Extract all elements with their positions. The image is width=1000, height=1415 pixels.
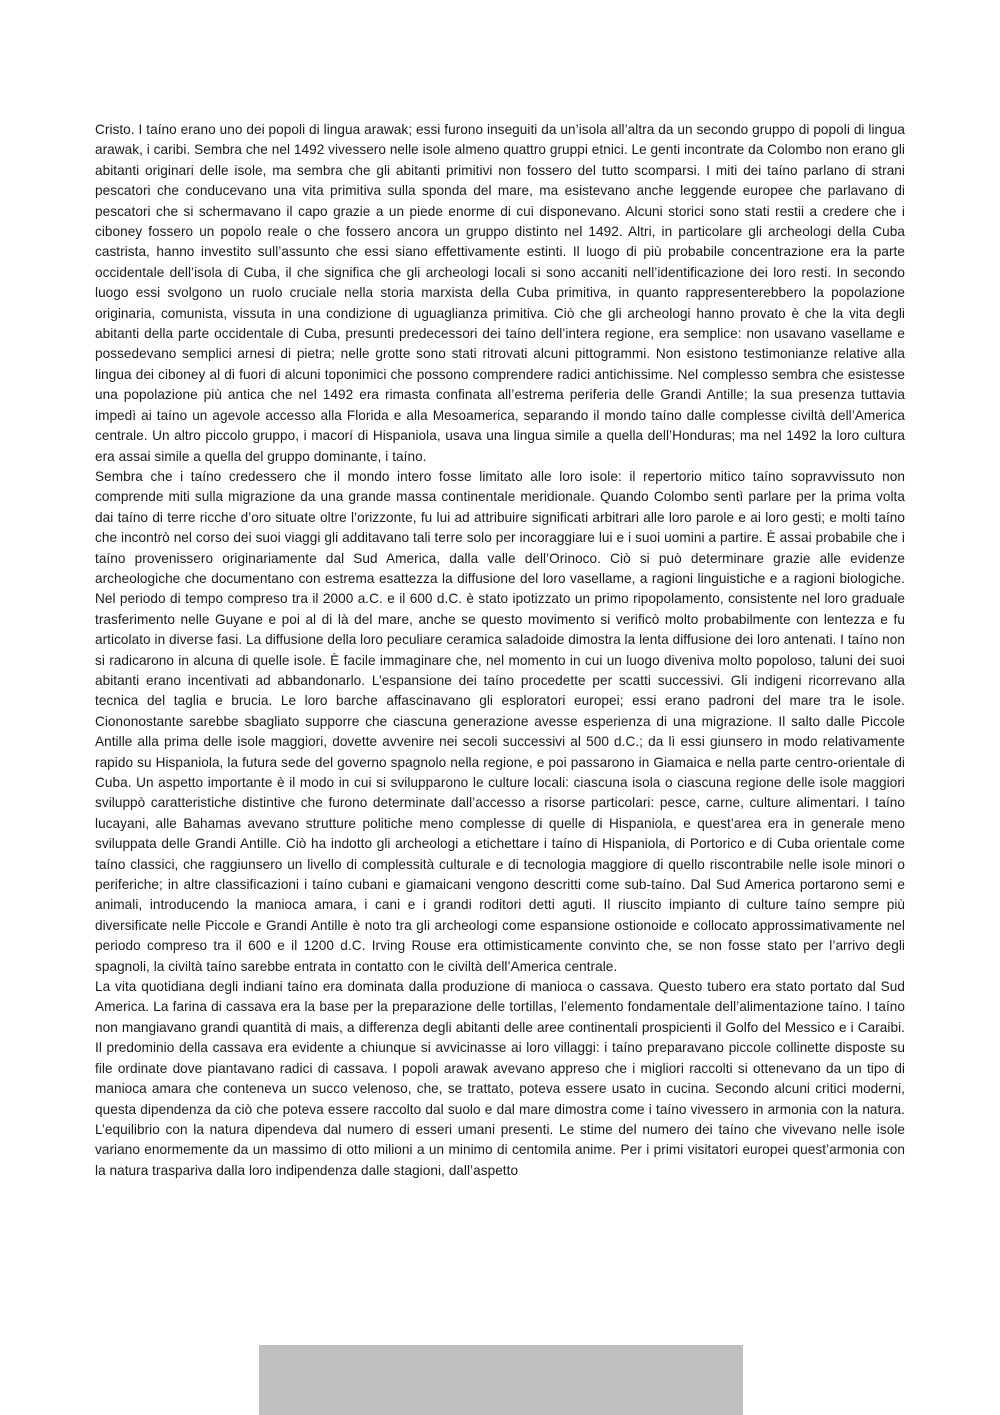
footer-placeholder-box xyxy=(259,1345,743,1415)
paragraph: Cristo. I taíno erano uno dei popoli di lingua arawak; essi furono inseguiti da un’isola all’altra da un secondo gruppo di popoli di lingua arawak, i caribi. Sembra che nel 1492 vivessero nelle isole almeno quattro gruppi etnici. Le genti incontrate da Colombo non erano gli abitanti originari delle isole, ma sembra che gli abitanti primitivi non fossero del tutto scomparsi. I miti dei taíno parlano di strani pescatori che conducevano una vita primitiva sulla sponda del mare, ma esistevano anche leggende europee che parlavano di pescatori che si schermavano il capo grazie a un piede enorme di cui disponevano. Alcuni storici sono stati restii a credere che i ciboney fossero un popolo reale o che fossero ancora un gruppo distinto nel 1492. Altri, in particolare gli archeologi della Cuba castrista, hanno investito sull’assunto che essi siano effettivamente estinti. Il luogo di più probabile concentrazione era la parte occidentale dell’isola di Cuba, il che significa che gli archeologi locali si sono accaniti nell’identificazione dei loro resti. In secondo luogo essi svolgono un ruolo cruciale nella storia marxista della Cuba primitiva, in quanto rappresenterebbero la popolazione originaria, comunista, vissuta in una condizione di uguaglianza primitiva. Ciò che gli archeologi hanno provato è che la vita degli abitanti della parte occidentale di Cuba, presunti predecessori dei taíno dell’intera regione, era semplice: non usavano vasellame e possedevano semplici arnesi di pietra; nelle grotte sono stati ritrovati alcuni pittogrammi. Non esistono testimonianze relative alla lingua dei ciboney al di fuori di alcuni toponimici che possono comprendere radici antichissime. Nel complesso sembra che esistesse una popolazione più antica che nel 1492 era rimasta confinata all’estrema periferia delle Grandi Antille; la sua presenza tuttavia impedì ai taíno un agevole accesso alla Florida e alla Mesoamerica, separando il mondo taíno dalle complesse civiltà dell’America centrale. Un altro piccolo gruppo, i macorí di Hispaniola, usava una lingua simile a quella dell’Honduras; ma nel 1492 la loro cultura era assai simile a quella del gruppo dominante, i taíno. xyxy=(95,122,905,464)
paragraph: La vita quotidiana degli indiani taíno era dominata dalla produzione di manioca o cassava. Questo tubero era stato portato dal Sud America. La farina di cassava era la base per la preparazione delle tortillas, l’elemento fondamentale dell’alimentazione taíno. I taíno non mangiavano grandi quantità di mais, a differenza degli abitanti delle aree continentali prospicienti il Golfo del Messico e i Caraibi. Il predominio della cassava era evidente a chiunque si avvicinasse ai loro villaggi: i taíno preparavano piccole collinette disposte su file ordinate dove piantavano radici di cassava. I popoli arawak avevano appreso che i migliori raccolti si ottenevano da un tipo di manioca amara che conteneva un succo velenoso, che, se trattato, poteva essere usato in cucina. Secondo alcuni critici moderni, questa dipendenza da ciò che poteva essere raccolto dal suolo e dal mare dimostra come i taíno vivessero in armonia con la natura. L’equilibrio con la natura dipendeva dal numero di esseri umani presenti. Le stime del numero dei taíno che vivevano nelle isole variano enormemente da un massimo di otto milioni a un minimo di centomila anime. Per i primi visitatori europei quest’armonia con la natura traspariva dalla loro indipendenza dalle stagioni, dall’aspetto xyxy=(95,979,905,1178)
paragraph: Sembra che i taíno credessero che il mondo intero fosse limitato alle loro isole: il repertorio mitico taíno sopravvissuto non comprende miti sulla migrazione da una grande massa continentale meridionale. Quando Colombo sentì parlare per la prima volta dai taíno di terre ricche d’oro situate oltre l’orizzonte, fu lui ad attribuire significati arbitrari alle loro parole e ai loro gesti; e molti taíno che incontrò nel corso dei suoi viaggi gli additavano tali terre solo per incoraggiare lui e i suoi uomini a partire. È assai probabile che i taíno provenissero originariamente dal Sud America, dalla valle dell’Orinoco. Ciò si può determinare grazie alle evidenze archeologiche che documentano con estrema esattezza la diffusione del loro vasellame, a ragioni linguistiche e a ragioni biologiche. Nel periodo di tempo compreso tra il 2000 a.C. e il 600 d.C. è stato ipotizzato un primo ripopolamento, consistente nel loro graduale trasferimento nelle Guyane e poi al di là del mare, anche se questo movimento si verificò molto probabilmente con lentezza e fu articolato in diverse fasi. La diffusione della loro peculiare ceramica saladoide dimostra la lenta diffusione dei loro antenati. I taíno non si radicarono in alcuna di quelle isole. È facile immaginare che, nel momento in cui un luogo diveniva molto popoloso, taluni dei suoi abitanti erano incentivati ad abbandonarlo. L’espansione dei taíno procedette per scatti successivi. Gli indigeni ricorrevano alla tecnica del taglia e brucia. Le loro barche affascinavano gli esploratori europei; essi erano padroni del mare tra le isole. Ciononostante sarebbe sbagliato supporre che ciascuna generazione avesse esperienza di una migrazione. Il salto dalle Piccole Antille alla prima delle isole maggiori, dovette avvenire nei secoli successivi al 500 d.C.; da lì essi giunsero in modo relativamente rapido su Hispaniola, la futura sede del governo spagnolo nella regione, e poi passarono in Giamaica e nella parte centro-orientale di Cuba. Un aspetto importante è il modo in cui si svilupparono le culture locali: ciascuna isola o ciascuna regione delle isole maggiori sviluppò caratteristiche distintive che furono determinate dall’accesso a risorse particolari: pesce, carne, culture alimentari. I taíno lucayani, alle Bahamas avevano strutture politiche meno complesse di quelle di Hispaniola, e quest’area era in generale meno sviluppata delle Grandi Antille. Ciò ha indotto gli archeologi a etichettare i taíno di Hispaniola, di Portorico e di Cuba orientale come taíno classici, che raggiunsero un livello di complessità culturale e di tecnologia maggiore di quello riscontrabile nelle isole minori o periferiche; in altre classificazioni i taíno cubani e giamaicani vengono descritti come sub-taíno. Dal Sud America portarono semi e animali, introducendo la manioca amara, i cani e i grandi roditori detti aguti. Il riuscito impianto di culture taíno sempre più diversificate nelle Piccole e Grandi Antille è noto tra gli archeologi come espansione ostionoide e collocato approssimativamente nel periodo compreso tra il 600 e il 1200 d.C. Irving Rouse era ottimisticamente convinto che, se non fosse stato per l’arrivo degli spagnoli, la civiltà taíno sarebbe entrata in contatto con le civiltà dell’America centrale. xyxy=(95,468,905,974)
body-text xyxy=(95,120,905,1181)
